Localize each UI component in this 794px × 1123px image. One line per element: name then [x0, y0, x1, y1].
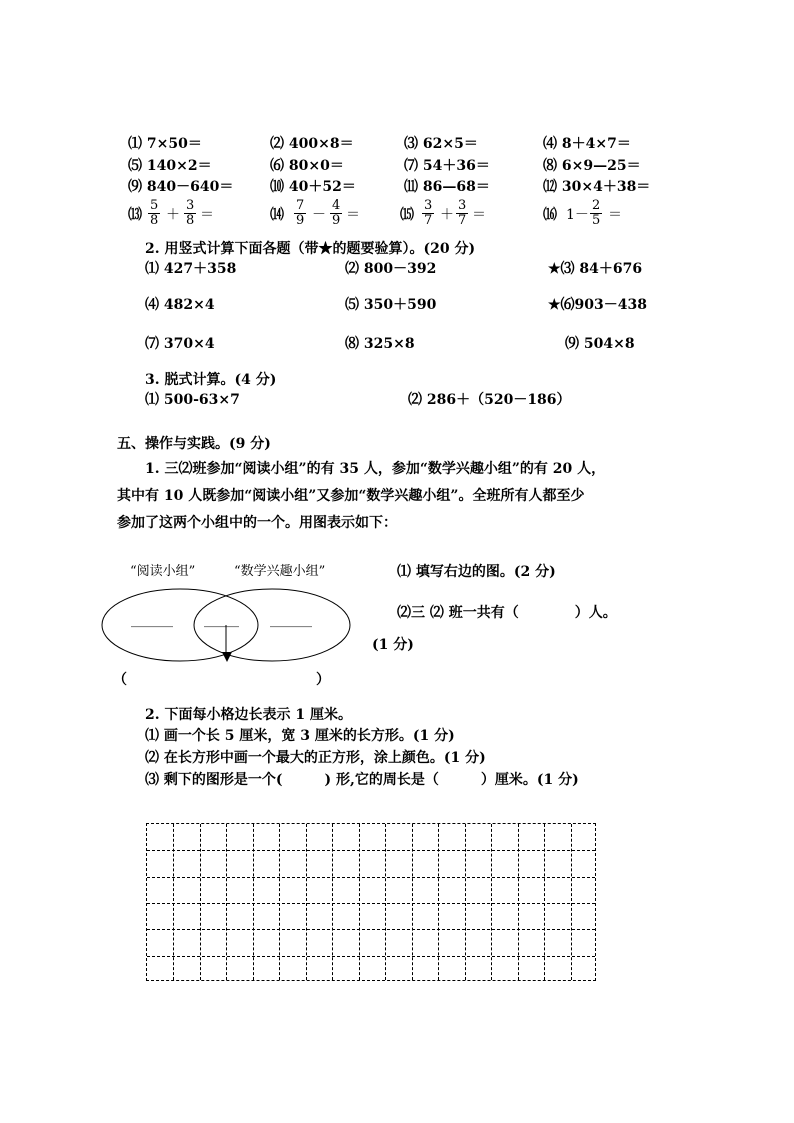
- answer-bracket-close: ）: [316, 672, 330, 688]
- arrow-down-icon: [218, 652, 236, 668]
- arith-q6: ⑹ 80×0＝: [270, 158, 344, 174]
- grid-line-horizontal: [147, 929, 595, 930]
- fraction: $\frac{3}{8}$: [186, 198, 195, 228]
- equals: ＝: [200, 207, 214, 223]
- q2-sub3: ⑶ 剩下的图形是一个( ) 形,它的周长是（ ）厘米。(1 分): [145, 772, 579, 788]
- vertical-q3: ★⑶ 84＋676: [548, 261, 643, 277]
- venn-label-right: “数学兴趣小组”: [234, 564, 326, 579]
- q1-line2: 其中有 10 人既参加“阅读小组”又参加“数学兴趣小组”。全班所有人都至少: [117, 488, 585, 504]
- vertical-q4: ⑷ 482×4: [145, 297, 215, 313]
- equals: ＝: [608, 207, 622, 223]
- arith-q3: ⑶ 62×5＝: [404, 136, 478, 152]
- arith-q5: ⑸ 140×2＝: [128, 158, 212, 174]
- arith-q14-num: ⒁: [270, 207, 284, 223]
- vertical-q1: ⑴ 427＋358: [145, 261, 237, 277]
- vertical-title: 2. 用竖式计算下面各题（带★的题要验算）。(20 分): [145, 241, 476, 257]
- lead-term: 1－: [566, 207, 589, 223]
- operator: ＋: [440, 207, 454, 223]
- operator: ＋: [166, 207, 180, 223]
- q2-title: 2. 下面每小格边长表示 1 厘米。: [145, 707, 352, 723]
- grid-line-horizontal: [147, 877, 595, 878]
- vertical-q7: ⑺ 370×4: [145, 336, 215, 352]
- arith-q12: ⑿ 30×4＋38＝: [543, 179, 651, 195]
- arith-q8: ⑻ 6×9—25＝: [543, 158, 641, 174]
- grid-line-horizontal: [147, 850, 595, 851]
- arith-q4: ⑷ 8＋4×7＝: [543, 136, 631, 152]
- vertical-q6: ★⑹903－438: [548, 297, 647, 313]
- q1-sub2: ⑵三 ⑵ 班一共有（ ）人。: [397, 605, 617, 621]
- fraction: $\frac{3}{7}$: [458, 198, 467, 228]
- vertical-q5: ⑸ 350＋590: [345, 297, 437, 313]
- arith-q2: ⑵ 400×8＝: [270, 136, 354, 152]
- q1-line3: 参加了这两个小组中的一个。用图表示如下：: [117, 515, 397, 531]
- arith-q16-num: ⒃: [543, 207, 557, 223]
- arith-q9: ⑼ 840－640＝: [128, 179, 234, 195]
- vertical-q2: ⑵ 800－392: [345, 261, 437, 277]
- arith-q11: ⑾ 86—68＝: [404, 179, 490, 195]
- grid-line-horizontal: [147, 956, 595, 957]
- fraction: $\frac{5}{8}$: [150, 198, 159, 228]
- q2-sub2: ⑵ 在长方形中画一个最大的正方形，涂上颜色。(1 分): [145, 750, 486, 766]
- section5-title: 五、操作与实践。(9 分): [117, 436, 271, 452]
- fraction: $\frac{3}{7}$: [424, 198, 433, 228]
- vertical-q9: ⑼ 504×8: [565, 336, 635, 352]
- fraction: $\frac{4}{9}$: [332, 198, 341, 228]
- vertical-q8: ⑻ 325×8: [345, 336, 415, 352]
- square-grid[interactable]: [146, 823, 596, 981]
- q1-sub1: ⑴ 填写右边的图。(2 分): [397, 564, 556, 580]
- equals: ＝: [472, 207, 486, 223]
- grid-line-horizontal: [147, 903, 595, 904]
- steps-q2: ⑵ 286＋（520－186）: [408, 392, 571, 408]
- venn-blank-left: ______: [131, 612, 173, 628]
- venn-blank-mid: _____: [204, 612, 239, 628]
- arith-q10: ⑽ 40＋52＝: [270, 179, 356, 195]
- arith-q13-num: ⒀: [128, 207, 142, 223]
- fraction: $\frac{2}{5}$: [592, 198, 601, 228]
- venn-blank-right: ______: [270, 612, 312, 628]
- arith-q1: ⑴ 7×50＝: [128, 136, 202, 152]
- operator: －: [312, 207, 326, 223]
- q2-sub1: ⑴ 画一个长 5 厘米，宽 3 厘米的长方形。(1 分): [145, 728, 455, 744]
- q1-line1: 1. 三⑵班参加“阅读小组”的有 35 人，参加“数学兴趣小组”的有 20 人，: [145, 461, 606, 477]
- q1-sub2-score: (1 分): [372, 637, 414, 653]
- steps-q1: ⑴ 500-63×7: [145, 392, 240, 408]
- answer-bracket-open: （: [113, 672, 127, 688]
- arith-q15-num: ⒂: [400, 207, 414, 223]
- fraction: $\frac{7}{9}$: [296, 198, 305, 228]
- arith-q7: ⑺ 54＋36＝: [404, 158, 490, 174]
- steps-title: 3. 脱式计算。(4 分): [145, 372, 277, 388]
- equals: ＝: [346, 207, 360, 223]
- venn-label-left: “阅读小组”: [130, 564, 196, 579]
